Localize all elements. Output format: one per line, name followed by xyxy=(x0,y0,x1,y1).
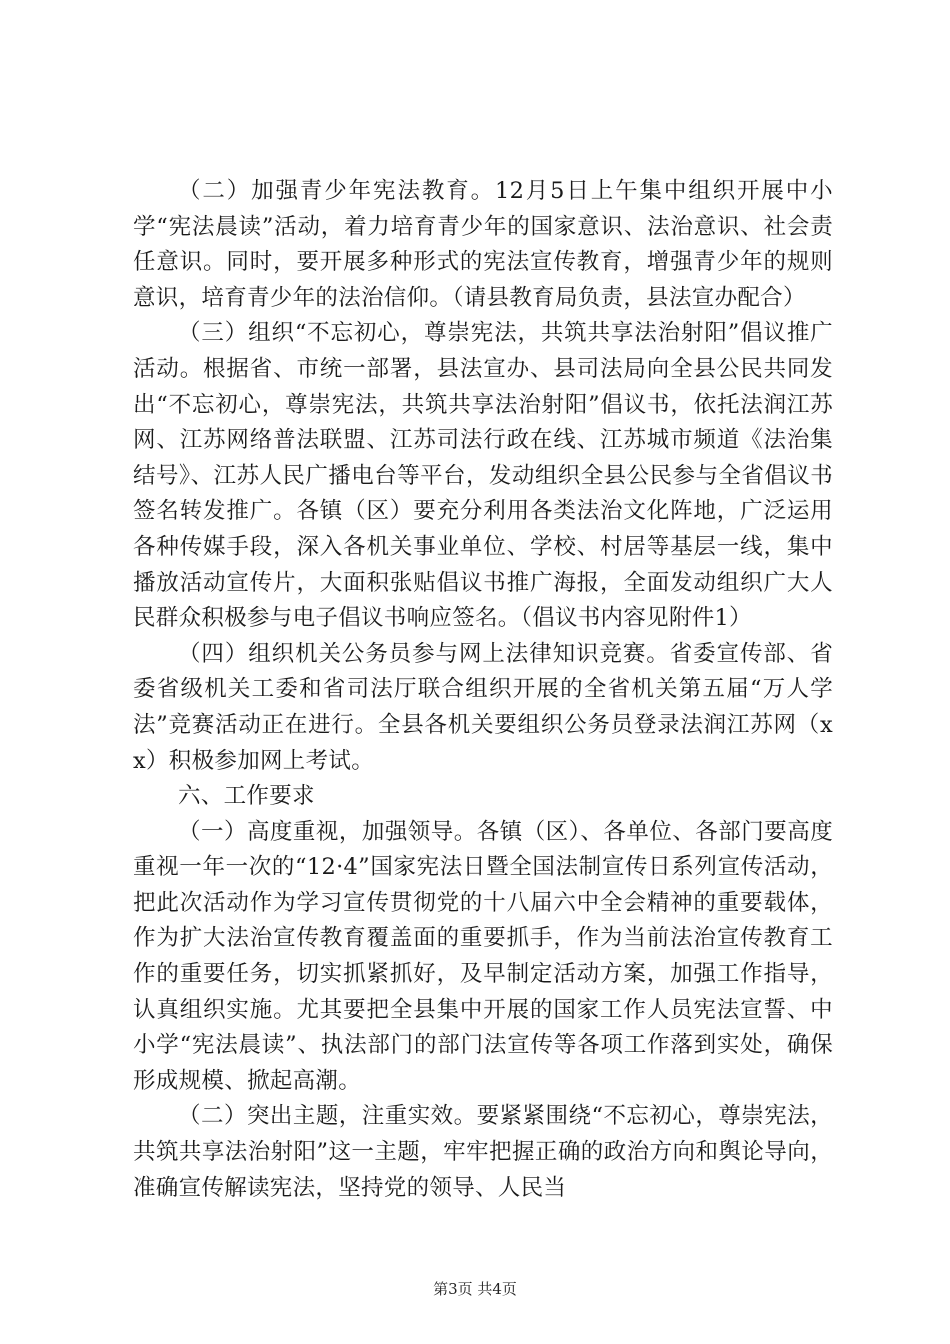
paragraph-civil-servant-competition: （四）组织机关公务员参与网上法律知识竞赛。省委宣传部、省委省级机关工委和省司法厅联合组织开展的全省机关第五届“万人学法”竞赛活动正在进行。全县各机关要组织公务员登录法润江苏网（xx）积极参加网上考试。 xyxy=(133,640,833,774)
paragraph-youth-constitution-education: （二）加强青少年宪法教育。12月5日上午集中组织开展中小学“宪法晨读”活动，着力培育青少年的国家意识、法治意识、社会责任意识。同时，要开展多种形式的宪法宣传教育，增强青少年的规则意识，培育青少年的法治信仰。（请县教育局负责，县法宣办配合） xyxy=(133,178,833,311)
document-body xyxy=(133,174,833,1206)
page-number-footer: 第3页 共4页 xyxy=(433,1280,517,1298)
paragraph-initiative-promotion: （三）组织“不忘初心，尊崇宪法，共筑共享法治射阳”倡议推广活动。根据省、市统一部署，县法宣办、县司法局向全县公民共同发出“不忘初心，尊崇宪法，共筑共享法治射阳”倡议书，依托法润江苏网、江苏网络普法联盟、江苏司法行政在线、江苏城市频道《法治集结号》、江苏人民广播电台等平台，发动组织全县公民参与全省倡议书签名转发推广。各镇（区）要充分利用各类法治文化阵地，广泛运用各种传媒手段，深入各机关事业单位、学校、村居等基层一线，集中播放活动宣传片，大面积张贴倡议书推广海报，全面发动组织广大人民群众积极参与电子倡议书响应签名。（倡议书内容见附件1） xyxy=(133,320,833,632)
paragraph-highlight-theme: （二）突出主题，注重实效。要紧紧围绕“不忘初心，尊崇宪法，共筑共享法治射阳”这一主题，牢牢把握正确的政治方向和舆论导向，准确宣传解读宪法，坚持党的领导、人民当 xyxy=(133,1103,833,1201)
section-heading-work-requirements: 六、工作要求 xyxy=(178,783,315,810)
paragraph-attach-importance: （一）高度重视，加强领导。各镇（区）、各单位、各部门要高度重视一年一次的“12·4”国家宪法日暨全国法制宣传日系列宣传活动，把此次活动作为学习宣传贯彻党的十八届六中全会精神的重要载体，作为扩大法治宣传教育覆盖面的重要抓手，作为当前法治宣传教育工作的重要任务，切实抓紧抓好，及早制定活动方案，加强工作指导，认真组织实施。尤其要把全县集中开展的国家工作人员宪法宣誓、中小学“宪法晨读”、执法部门的部门法宣传等各项工作落到实处，确保形成规模、掀起高潮。 xyxy=(133,818,833,1094)
